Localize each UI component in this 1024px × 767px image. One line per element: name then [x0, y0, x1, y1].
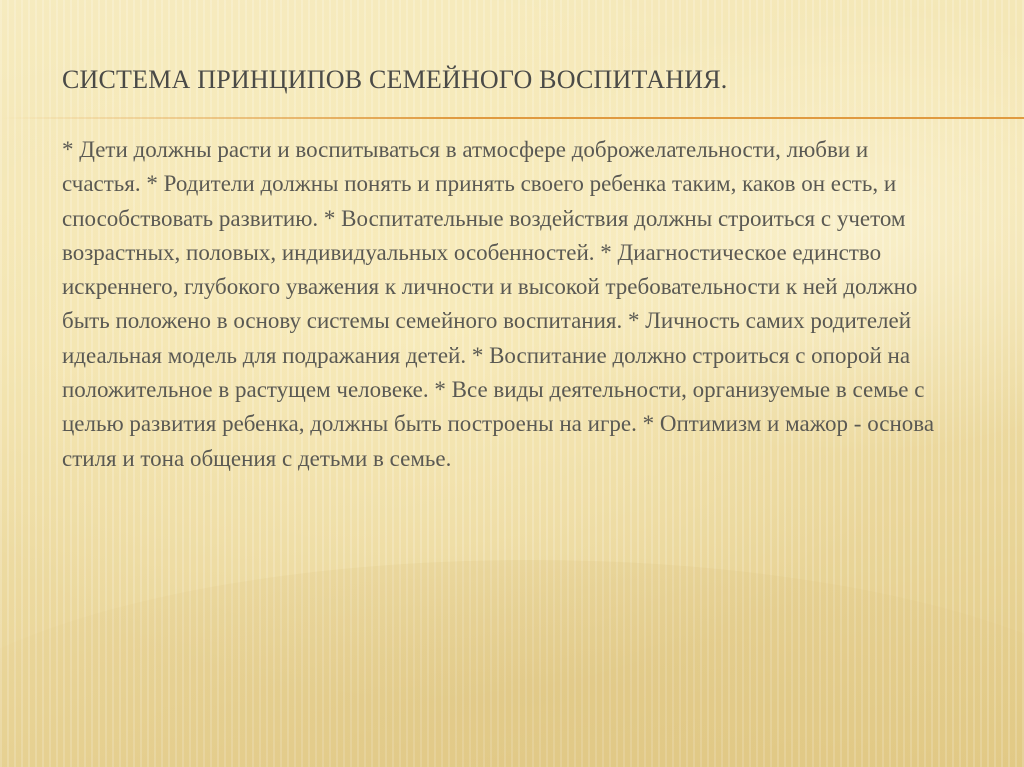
- title-divider-line: [0, 117, 1024, 119]
- background-swoosh: [0, 560, 1024, 767]
- slide-title: СИСТЕМА ПРИНЦИПОВ СЕМЕЙНОГО ВОСПИТАНИЯ.: [62, 65, 728, 94]
- slide-body-text: * Дети должны расти и воспитываться в атмосфере доброжелательности, любви и счастья. * Родители должны понять и принять своего ребенка таким, каков он есть, и способствовать развитию. * Воспитательные воздействия должны строиться с учетом возрастных, половых, индивидуальных особенностей. * Диагностическое единство искреннего, глубокого уважения к личности и высокой требовательности к ней должно быть положено в основу системы семейного воспитания. * Личность самих родителей идеальная модель для подражания детей. * Воспитание должно строиться с опорой на положительное в растущем человеке. * Все виды деятельности, организуемые в семье с целью развития ребенка, должны быть построены на игре. * Оптимизм и мажор - основа стиля и тона общения с детьми в семье.: [62, 137, 935, 471]
